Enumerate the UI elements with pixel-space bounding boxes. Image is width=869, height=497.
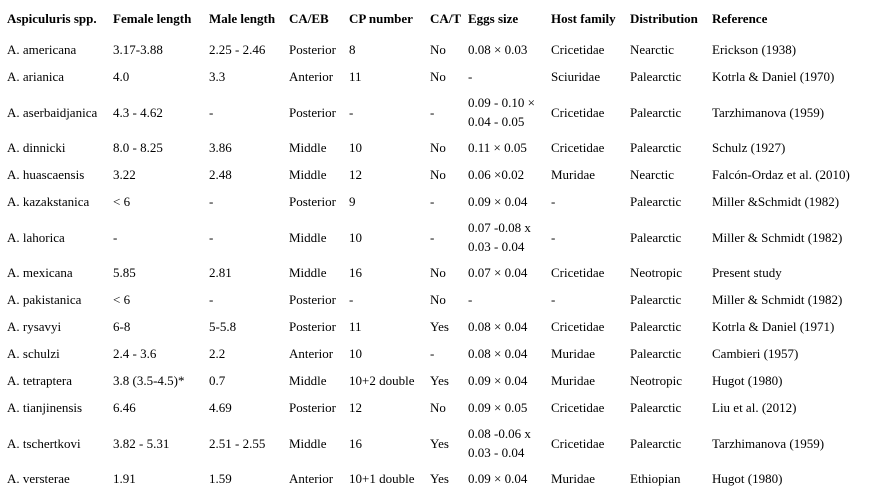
eggs-size-line: 0.03 - 0.04: [468, 239, 525, 254]
eggs-size-value: [468, 138, 527, 157]
eggs-size-line: 0.08 × 0.04: [468, 319, 528, 334]
cell-female-length: -: [113, 229, 118, 245]
eggs-size-value: [468, 40, 527, 59]
cell-ca-eb: Middle: [289, 373, 327, 388]
eggs-size-line: 0.08 × 0.03: [468, 42, 528, 57]
cell-eggs-size: [461, 465, 544, 492]
cell-ca-eb: Anterior: [289, 346, 334, 361]
cell-cp-number: 10: [349, 140, 362, 155]
eggs-size-value: [468, 67, 472, 86]
cell-male-length: 3.86: [209, 140, 232, 155]
cell-host-family: -: [551, 229, 556, 245]
cell-eggs-size: [461, 188, 544, 215]
cell-ca-eb: Middle: [289, 229, 327, 245]
eggs-size-value: [468, 192, 527, 211]
cell-eggs-size: [461, 421, 544, 465]
cell-male-length: 0.7: [209, 373, 226, 388]
cell-ca-eb: Posterior: [289, 104, 336, 120]
table-row: [0, 36, 869, 63]
cell-ca-t: Yes: [430, 435, 449, 451]
table-row: [0, 367, 869, 394]
eggs-size-value: [468, 165, 524, 184]
cell-host-family: Cricetidae: [551, 400, 605, 415]
table-row: [0, 63, 869, 90]
cell-species: A. tetraptera: [7, 373, 72, 388]
eggs-size-line: 0.09 × 0.04: [468, 373, 528, 388]
cell-reference: Falcón-Ordaz et al. (2010): [712, 167, 850, 182]
eggs-size-value: [468, 344, 527, 363]
eggs-size-line: 0.04 - 0.05: [468, 114, 525, 129]
cell-species: A. schulzi: [7, 346, 60, 361]
cell-ca-eb: Posterior: [289, 42, 336, 57]
cell-female-length: 1.91: [113, 471, 136, 486]
cell-male-length: -: [209, 229, 214, 245]
table-row: [0, 340, 869, 367]
eggs-size-line: 0.07 -0.08 x: [468, 220, 531, 235]
cell-cp-number: 12: [349, 167, 362, 182]
cell-female-length: 4.3 - 4.62: [113, 104, 163, 120]
header-distribution: Distribution: [630, 10, 698, 26]
table-row: [0, 90, 869, 134]
cell-reference: Miller &Schmidt (1982): [712, 194, 840, 209]
cell-distribution: Nearctic: [630, 167, 675, 182]
cell-host-family: Cricetidae: [551, 265, 605, 280]
cell-cp-number: -: [349, 104, 354, 120]
cell-ca-t: No: [430, 140, 446, 155]
cell-male-length: -: [209, 104, 214, 120]
eggs-size-line: 0.08 × 0.04: [468, 346, 528, 361]
header-host-family: Host family: [551, 10, 616, 26]
cell-ca-t: No: [430, 69, 446, 84]
cell-ca-eb: Middle: [289, 167, 327, 182]
eggs-size-line: 0.08 -0.06 x: [468, 426, 531, 441]
cell-ca-t: -: [430, 104, 435, 120]
cell-ca-eb: Posterior: [289, 400, 336, 415]
cell-reference: Tarzhimanova (1959): [712, 435, 825, 451]
cell-female-length: 4.0: [113, 69, 130, 84]
cell-species: A. versterae: [7, 471, 70, 486]
cell-host-family: Muridae: [551, 167, 596, 182]
cell-species: A. dinnicki: [7, 140, 66, 155]
eggs-size-line: 0.09 × 0.04: [468, 471, 528, 486]
cell-distribution: Palearctic: [630, 400, 682, 415]
cell-eggs-size: [461, 134, 544, 161]
eggs-size-value: [468, 398, 527, 417]
eggs-size-line: 0.06 ×0.02: [468, 167, 525, 182]
cell-host-family: Cricetidae: [551, 319, 605, 334]
cell-eggs-size: [461, 63, 544, 90]
cell-male-length: 2.81: [209, 265, 232, 280]
eggs-size-line: 0.09 - 0.10 ×: [468, 95, 535, 110]
cell-distribution: Palearctic: [630, 346, 682, 361]
cell-female-length: 2.4 - 3.6: [113, 346, 157, 361]
cell-ca-eb: Middle: [289, 435, 327, 451]
cell-female-length: 3.22: [113, 167, 136, 182]
cell-eggs-size: [461, 90, 544, 134]
cell-female-length: 3.17-3.88: [113, 42, 163, 57]
cell-male-length: 2.25 - 2.46: [209, 42, 266, 57]
cell-reference: Present study: [712, 265, 782, 280]
cell-species: A. arianica: [7, 69, 65, 84]
cell-eggs-size: [461, 394, 544, 421]
table-row: [0, 259, 869, 286]
cell-host-family: Muridae: [551, 346, 596, 361]
table-row: [0, 188, 869, 215]
cell-male-length: 2.2: [209, 346, 226, 361]
table-row: [0, 286, 869, 313]
header-female-length: Female length: [113, 10, 192, 26]
eggs-size-value: [468, 218, 531, 256]
eggs-size-line: 0.09 × 0.05: [468, 400, 528, 415]
cell-ca-t: No: [430, 167, 446, 182]
table-row: [0, 161, 869, 188]
cell-male-length: -: [209, 194, 214, 209]
header-male-length: Male length: [209, 10, 276, 26]
cell-ca-t: -: [430, 346, 435, 361]
table-row: [0, 421, 869, 465]
cell-reference: Hugot (1980): [712, 471, 783, 486]
eggs-size-value: [468, 424, 531, 462]
cell-host-family: Muridae: [551, 373, 596, 388]
eggs-size-line: 0.11 × 0.05: [468, 140, 527, 155]
cell-cp-number: 9: [349, 194, 356, 209]
cell-cp-number: 16: [349, 435, 362, 451]
cell-species: A. huascaensis: [7, 167, 85, 182]
cell-female-length: 8.0 - 8.25: [113, 140, 163, 155]
cell-ca-eb: Middle: [289, 265, 327, 280]
cell-ca-eb: Posterior: [289, 194, 336, 209]
cell-cp-number: 11: [349, 319, 362, 334]
cell-species: A. kazakstanica: [7, 194, 90, 209]
eggs-size-value: [468, 469, 527, 488]
cell-male-length: 5-5.8: [209, 319, 237, 334]
cell-species: A. aserbaidjanica: [7, 104, 98, 120]
cell-male-length: 3.3: [209, 69, 226, 84]
cell-species: A. lahorica: [7, 229, 65, 245]
cell-reference: Liu et al. (2012): [712, 400, 797, 415]
cell-species: A. americana: [7, 42, 77, 57]
cell-ca-t: -: [430, 229, 435, 245]
cell-reference: Cambieri (1957): [712, 346, 799, 361]
cell-ca-eb: Anterior: [289, 69, 334, 84]
cell-distribution: Palearctic: [630, 140, 682, 155]
header-ca-t: CA/T: [430, 10, 462, 26]
cell-ca-t: No: [430, 265, 446, 280]
cell-reference: Kotrla & Daniel (1971): [712, 319, 835, 334]
table-body: [0, 36, 869, 492]
table-row: [0, 215, 869, 259]
cell-host-family: Sciuridae: [551, 69, 601, 84]
cell-eggs-size: [461, 340, 544, 367]
table-row: [0, 313, 869, 340]
cell-female-length: 5.85: [113, 265, 136, 280]
cell-female-length: < 6: [113, 194, 131, 209]
cell-ca-t: Yes: [430, 471, 449, 486]
cell-host-family: Cricetidae: [551, 140, 605, 155]
cell-reference: Erickson (1938): [712, 42, 797, 57]
eggs-size-line: 0.03 - 0.04: [468, 445, 525, 460]
cell-ca-t: -: [430, 194, 435, 209]
cell-distribution: Neotropic: [630, 373, 682, 388]
cell-species: A. rysavyi: [7, 319, 62, 334]
cell-reference: Kotrla & Daniel (1970): [712, 69, 835, 84]
cell-eggs-size: [461, 313, 544, 340]
eggs-size-value: [468, 93, 535, 131]
header-ca-eb: CA/EB: [289, 10, 329, 26]
cell-eggs-size: [461, 215, 544, 259]
cell-cp-number: 8: [349, 42, 356, 57]
header-cp-number: CP number: [349, 10, 413, 26]
cell-male-length: 1.59: [209, 471, 232, 486]
cell-ca-t: Yes: [430, 373, 449, 388]
cell-species: A. mexicana: [7, 265, 73, 280]
cell-distribution: Palearctic: [630, 194, 682, 209]
cell-cp-number: 10: [349, 229, 362, 245]
cell-eggs-size: [461, 36, 544, 63]
cell-cp-number: 16: [349, 265, 362, 280]
cell-reference: Hugot (1980): [712, 373, 783, 388]
eggs-size-value: [468, 263, 527, 282]
cell-distribution: Palearctic: [630, 229, 682, 245]
cell-eggs-size: [461, 286, 544, 313]
cell-distribution: Palearctic: [630, 319, 682, 334]
eggs-size-line: 0.07 × 0.04: [468, 265, 528, 280]
eggs-size-value: [468, 371, 527, 390]
cell-reference: Miller & Schmidt (1982): [712, 229, 843, 245]
cell-eggs-size: [461, 367, 544, 394]
cell-reference: Miller & Schmidt (1982): [712, 292, 843, 307]
eggs-size-line: -: [468, 69, 473, 84]
cell-host-family: Muridae: [551, 471, 596, 486]
cell-ca-eb: Posterior: [289, 292, 336, 307]
cell-male-length: -: [209, 292, 214, 307]
cell-ca-t: No: [430, 42, 446, 57]
cell-reference: Schulz (1927): [712, 140, 786, 155]
cell-reference: Tarzhimanova (1959): [712, 104, 825, 120]
cell-distribution: Nearctic: [630, 42, 675, 57]
eggs-size-line: 0.09 × 0.04: [468, 194, 528, 209]
cell-distribution: Neotropic: [630, 265, 682, 280]
cell-ca-t: No: [430, 400, 446, 415]
cell-eggs-size: [461, 161, 544, 188]
cell-male-length: 2.51 - 2.55: [209, 435, 266, 451]
cell-cp-number: 10+1 double: [349, 471, 415, 486]
cell-host-family: -: [551, 292, 556, 307]
cell-ca-t: Yes: [430, 319, 449, 334]
cell-distribution: Palearctic: [630, 104, 682, 120]
cell-cp-number: -: [349, 292, 354, 307]
cell-host-family: Cricetidae: [551, 104, 605, 120]
cell-distribution: Ethiopian: [630, 471, 681, 486]
cell-ca-eb: Posterior: [289, 319, 336, 334]
header-row: [0, 0, 869, 36]
eggs-size-value: [468, 317, 527, 336]
cell-female-length: 6.46: [113, 400, 136, 415]
cell-male-length: 4.69: [209, 400, 232, 415]
cell-species: A. pakistanica: [7, 292, 82, 307]
eggs-size-line: -: [468, 292, 473, 307]
cell-species: A. tschertkovi: [7, 435, 81, 451]
cell-cp-number: 10: [349, 346, 362, 361]
header-reference: Reference: [712, 10, 768, 26]
cell-distribution: Palearctic: [630, 69, 682, 84]
cell-cp-number: 11: [349, 69, 362, 84]
cell-male-length: 2.48: [209, 167, 232, 182]
cell-cp-number: 12: [349, 400, 362, 415]
cell-host-family: Cricetidae: [551, 435, 605, 451]
cell-female-length: 6-8: [113, 319, 131, 334]
cell-female-length: 3.82 - 5.31: [113, 435, 170, 451]
cell-distribution: Palearctic: [630, 292, 682, 307]
header-eggs-size: Eggs size: [468, 10, 519, 26]
cell-host-family: -: [551, 194, 556, 209]
table-row: [0, 134, 869, 161]
cell-species: A. tianjinensis: [7, 400, 83, 415]
cell-eggs-size: [461, 259, 544, 286]
header-species: Aspiculuris spp.: [7, 10, 97, 26]
table-row: [0, 394, 869, 421]
cell-ca-eb: Middle: [289, 140, 327, 155]
table-row: [0, 465, 869, 492]
cell-female-length: 3.8 (3.5-4.5)*: [113, 373, 185, 388]
cell-distribution: Palearctic: [630, 435, 682, 451]
cell-female-length: < 6: [113, 292, 131, 307]
cell-cp-number: 10+2 double: [349, 373, 415, 388]
cell-ca-eb: Anterior: [289, 471, 334, 486]
cell-host-family: Cricetidae: [551, 42, 605, 57]
cell-ca-t: No: [430, 292, 446, 307]
eggs-size-value: [468, 290, 472, 309]
